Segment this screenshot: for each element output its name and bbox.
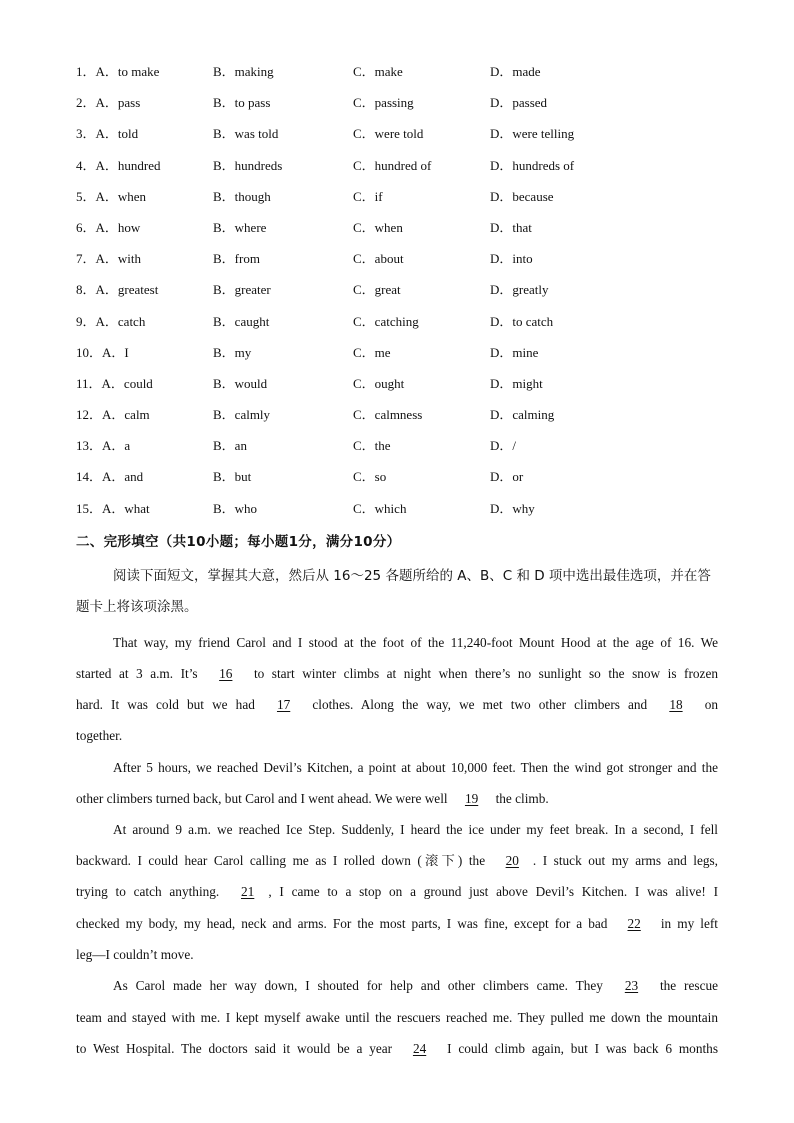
option-d[interactable]: D．were telling <box>490 126 575 142</box>
option-c[interactable]: C．which <box>353 500 407 516</box>
question-number: 9． <box>76 313 96 329</box>
option-c[interactable]: C．make <box>353 64 403 79</box>
text-span: in my left <box>660 916 718 931</box>
p3-line-2 <box>76 851 718 871</box>
option-c[interactable]: C．catching <box>353 313 419 329</box>
instruction-line-2: 题卡上将该项涂黑。 <box>76 599 198 615</box>
blank-24[interactable]: 24 <box>412 1041 427 1056</box>
option-row-5 <box>76 187 726 218</box>
option-d[interactable]: D．calming <box>490 407 555 423</box>
option-a[interactable] <box>76 93 140 113</box>
option-a[interactable] <box>76 436 130 456</box>
option-c[interactable]: C．the <box>353 438 391 454</box>
option-d[interactable]: D．hundreds of <box>490 157 575 173</box>
option-a-text: A．I <box>102 344 129 360</box>
option-row-11 <box>76 374 726 405</box>
option-a-text: A．could <box>101 375 153 391</box>
option-a-text: A．calm <box>102 407 150 423</box>
text-span: As Carol made her way down, I shouted for help and other climbers came. They <box>113 978 603 993</box>
option-d[interactable]: D．mine <box>490 344 539 360</box>
option-a[interactable] <box>76 62 159 82</box>
option-d[interactable]: D．that <box>490 219 532 235</box>
blank-19[interactable]: 19 <box>464 791 479 806</box>
option-a-text: A．how <box>95 219 141 235</box>
option-a-text: A．when <box>95 188 147 204</box>
option-a[interactable] <box>76 312 145 332</box>
multiple-choice-options <box>76 62 726 530</box>
option-a[interactable] <box>76 187 146 207</box>
text-span: hard. It was cold but we had <box>76 697 255 712</box>
question-number: 7． <box>76 251 96 267</box>
option-a[interactable] <box>76 499 150 519</box>
option-c[interactable]: C．about <box>353 251 404 267</box>
option-d[interactable]: D．because <box>490 188 554 204</box>
option-d[interactable]: D．to catch <box>490 313 554 329</box>
option-c[interactable]: C．so <box>353 469 387 485</box>
option-a[interactable] <box>76 343 129 363</box>
option-d[interactable]: D．greatly <box>490 282 549 298</box>
text-span: . I stuck out my arms and legs, <box>532 853 718 868</box>
text-span: , I came to a stop on a ground just above Devil’s Kitchen. I was alive! <box>268 884 706 899</box>
option-a-text: A．and <box>102 469 144 485</box>
text-span: other climbers turned back, but Carol and I went ahead. We were well <box>76 791 448 806</box>
option-d[interactable]: D．why <box>490 500 535 516</box>
option-a-text: A．pass <box>95 95 141 111</box>
option-c[interactable]: C．me <box>353 344 391 360</box>
option-a-text: A．hundred <box>95 157 161 173</box>
text-span: checked my body, my head, neck and arms. For the most parts, I was fine, except for a bad <box>76 916 608 931</box>
p3-line-4 <box>76 914 718 934</box>
text-span: clothes. Along the way, we met two other climbers and <box>312 697 648 712</box>
text-span: started at 3 a.m. It’s <box>76 666 198 681</box>
option-row-7 <box>76 249 726 280</box>
p1-line-1: That way, my friend Carol and I stood at the foot of the 11,240-foot Mount Hood at the age of 16. We <box>113 635 718 650</box>
p1-line-4: together. <box>76 728 123 743</box>
blank-16[interactable]: 16 <box>219 666 233 681</box>
option-b[interactable]: B．an <box>213 438 247 454</box>
option-row-8 <box>76 280 726 311</box>
instruction-line-1: 阅读下面短文，掌握其大意，然后从 16～25 各题所给的 A、B、C 和 D 项中选出最佳选项，并在答 <box>113 568 711 584</box>
option-a-text: A．told <box>95 126 139 142</box>
question-number: 8． <box>76 282 96 298</box>
text-span: backward. I could hear Carol calling me as I rolled down (滚下) the <box>76 853 486 868</box>
p2-line-1: After 5 hours, we reached Devil’s Kitchen, a point at about 10,000 feet. Then the wind got stronger and the <box>113 760 718 775</box>
option-row-9 <box>76 312 726 343</box>
option-b[interactable]: B．greater <box>213 282 271 298</box>
option-b[interactable]: B．but <box>213 469 252 485</box>
option-c[interactable]: C．if <box>353 188 383 204</box>
blank-21[interactable]: 21 <box>241 884 255 899</box>
option-row-10 <box>76 343 726 374</box>
question-number: 10． <box>76 344 103 360</box>
blank-17[interactable]: 17 <box>276 697 291 712</box>
option-a[interactable] <box>76 218 140 238</box>
option-a[interactable] <box>76 124 138 144</box>
blank-18[interactable]: 18 <box>669 697 683 712</box>
option-b[interactable]: B．caught <box>213 313 270 329</box>
option-d[interactable]: D．/ <box>490 438 517 454</box>
option-b[interactable]: B．would <box>213 375 268 391</box>
option-c[interactable]: C．calmness <box>353 407 423 423</box>
question-number: 1． <box>76 64 96 79</box>
question-number: 6． <box>76 219 96 235</box>
option-row-15 <box>76 499 726 530</box>
option-a[interactable] <box>76 374 153 394</box>
option-b[interactable]: B．who <box>213 500 258 516</box>
option-b[interactable]: B．from <box>213 251 260 267</box>
option-c[interactable]: C．passing <box>353 95 414 111</box>
blank-22[interactable]: 22 <box>627 916 641 931</box>
option-b[interactable]: B．was told <box>213 126 279 142</box>
text-span: on <box>704 697 718 712</box>
option-d[interactable]: D．made <box>490 64 541 79</box>
option-row-6 <box>76 218 726 249</box>
question-number: 15． <box>76 500 103 516</box>
option-row-4 <box>76 156 726 187</box>
p1-line-3 <box>76 695 718 715</box>
text-span: trying to catch anything. <box>76 884 220 899</box>
option-c[interactable]: C．hundred of <box>353 157 432 173</box>
option-a-text: A．catch <box>95 313 146 329</box>
p4-line-3 <box>76 1039 718 1059</box>
option-b[interactable]: B．to pass <box>213 95 271 111</box>
option-row-12 <box>76 405 726 436</box>
option-a[interactable] <box>76 405 150 425</box>
option-row-14 <box>76 467 726 498</box>
option-d[interactable]: D．or <box>490 469 524 485</box>
blank-20[interactable]: 20 <box>505 853 519 868</box>
text-span: the climb. <box>495 791 549 806</box>
section-title: 二、完形填空（共10小题；每小题1分，满分10分） <box>76 534 401 550</box>
option-b[interactable]: B．hundreds <box>213 157 283 173</box>
p3-line-3 <box>76 882 718 902</box>
p4-line-1 <box>113 976 718 996</box>
option-c[interactable]: C．when <box>353 219 403 235</box>
question-number: 11． <box>76 375 102 391</box>
option-b[interactable]: B．calmly <box>213 407 271 423</box>
option-d[interactable]: D．into <box>490 251 533 267</box>
question-number: 2． <box>76 95 96 111</box>
option-a[interactable] <box>76 156 161 176</box>
question-number: 4． <box>76 157 96 173</box>
option-a[interactable] <box>76 280 158 300</box>
option-a[interactable] <box>76 467 143 487</box>
text-span: to start winter climbs at night when there’s no sunlight so the snow is frozen <box>253 666 718 681</box>
text-span: I <box>713 884 718 899</box>
option-b[interactable]: B．though <box>213 188 271 204</box>
question-number: 5． <box>76 188 96 204</box>
option-d[interactable]: D．passed <box>490 95 548 111</box>
text-span: I could climb again, but I was back 6 months <box>447 1041 718 1056</box>
p2-line-2 <box>76 789 718 809</box>
question-number: 14． <box>76 469 103 485</box>
option-a[interactable] <box>76 249 141 269</box>
text-span: the rescue <box>659 978 718 993</box>
option-a-text: A．with <box>95 251 142 267</box>
option-b[interactable]: B．making <box>213 64 274 79</box>
p1-line-2 <box>76 664 718 684</box>
option-c[interactable]: C．were told <box>353 126 424 142</box>
blank-23[interactable]: 23 <box>624 978 639 993</box>
question-number: 3． <box>76 126 96 142</box>
question-number: 12． <box>76 407 103 423</box>
p3-line-5: leg—I couldn’t move. <box>76 947 194 962</box>
option-a-text: A．greatest <box>95 282 159 298</box>
option-row-13 <box>76 436 726 467</box>
option-a-text: A．what <box>102 500 150 516</box>
option-d[interactable]: D．might <box>490 375 543 391</box>
p4-line-2: team and stayed with me. I kept myself awake until the rescuers reached me. They pulled me down the mountain <box>76 1010 718 1025</box>
option-c[interactable]: C．great <box>353 282 401 298</box>
option-a-text: A．to make <box>95 64 160 79</box>
option-b[interactable]: B．where <box>213 219 267 235</box>
option-c[interactable]: C．ought <box>353 375 405 391</box>
option-b[interactable]: B．my <box>213 344 252 360</box>
option-row-2 <box>76 93 726 124</box>
p3-line-1: At around 9 a.m. we reached Ice Step. Suddenly, I heard the ice under my feet break. In a second, I fell <box>113 822 718 837</box>
text-span: to West Hospital. The doctors said it would be a year <box>76 1041 393 1056</box>
option-a-text: A．a <box>102 438 131 454</box>
option-row-3 <box>76 124 726 155</box>
question-number: 13． <box>76 438 103 454</box>
option-row-1 <box>76 62 726 93</box>
